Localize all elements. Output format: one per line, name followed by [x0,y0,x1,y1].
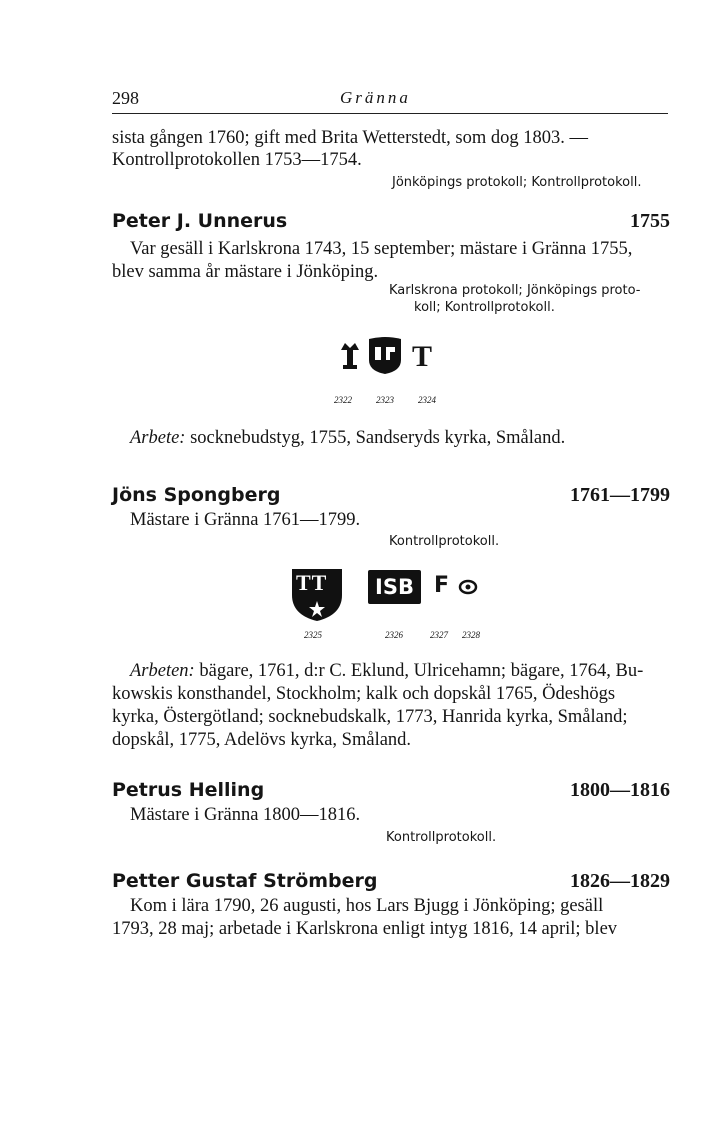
work-text: socknebudstyg, 1755, Sandseryds kyrka, Småland. [185,428,566,448]
entry-source-line: koll; Kontrollprotokoll. [414,300,555,315]
entry-source-line: Kontrollprotokoll. [386,830,497,845]
intro-line-2: Kontrollprotokollen 1753—1754. [112,150,362,170]
letter-mark-t: T [412,340,433,373]
mark-number: 2326 [385,630,403,640]
entry-text-line: blev samma år mästare i Jönköping. [112,262,379,282]
mark-number: 2327 [430,630,448,640]
entry-name: Jöns Spongberg [112,484,281,506]
work-label: Arbete: [130,428,186,448]
entry-name: Petrus Helling [112,779,265,801]
mark-number: 2328 [462,630,480,640]
entry-years: 1755 [630,210,670,232]
mark-number: 2325 [304,630,322,640]
entry-text-line: Var gesäll i Karlskrona 1743, 15 september; mästare i Gränna 1755, [130,239,633,259]
entry-work-line: dopskål, 1775, Adelövs kyrka, Småland. [112,730,412,750]
mark-letters-f: F [434,573,450,598]
intro-line-1: sista gången 1760; gift med Brita Wetterstedt, som dog 1803. — [112,128,589,148]
entry-name: Peter J. Unnerus [112,210,288,232]
mark-number: 2323 [376,395,394,405]
entry-text-line: 1793, 28 maj; arbetade i Karlskrona enligt intyg 1816, 14 april; blev [112,919,618,939]
header-rule [112,113,668,114]
entry-work-line [130,428,565,449]
entry-text-line: Mästare i Gränna 1761—1799. [130,510,361,530]
running-title: Gränna [340,88,411,107]
mark-letters-isb: ISB [368,570,421,604]
intro-source: Jönköpings protokoll; Kontrollprotokoll. [392,175,642,190]
entry-source-line: Kontrollprotokoll. [389,534,500,549]
entry-name: Petter Gustaf Strömberg [112,870,378,892]
mark-number: 2322 [334,395,352,405]
crown-mark-icon [338,340,362,372]
entry-text-line: Kom i lära 1790, 26 augusti, hos Lars Bjugg i Jönköping; gesäll [130,896,604,916]
entry-work-line: kyrka, Östergötland; socknebudskalk, 1773, Hanrida kyrka, Småland; [112,707,628,727]
initials-shield-mark-icon [366,336,404,376]
entry-years: 1761—1799 [570,484,670,506]
entry-years: 1826—1829 [570,870,670,892]
entry-work-line [130,661,643,682]
entry-source-line: Karlskrona protokoll; Jönköpings proto- [389,283,641,298]
work-label: Arbeten: [130,661,195,681]
mark-letters-tt: TT [296,570,328,595]
town-mark-icon [458,579,478,595]
entry-years: 1800—1816 [570,779,670,801]
tt-shield-mark [290,567,344,623]
page-number: 298 [112,88,139,108]
entry-text-line: Mästare i Gränna 1800—1816. [130,805,361,825]
mark-number: 2324 [418,395,436,405]
entry-work-line: kowskis konsthandel, Stockholm; kalk och dopskål 1765, Ödeshögs [112,684,616,704]
work-text: bägare, 1761, d:r C. Eklund, Ulricehamn; bägare, 1764, Bu- [194,661,644,681]
